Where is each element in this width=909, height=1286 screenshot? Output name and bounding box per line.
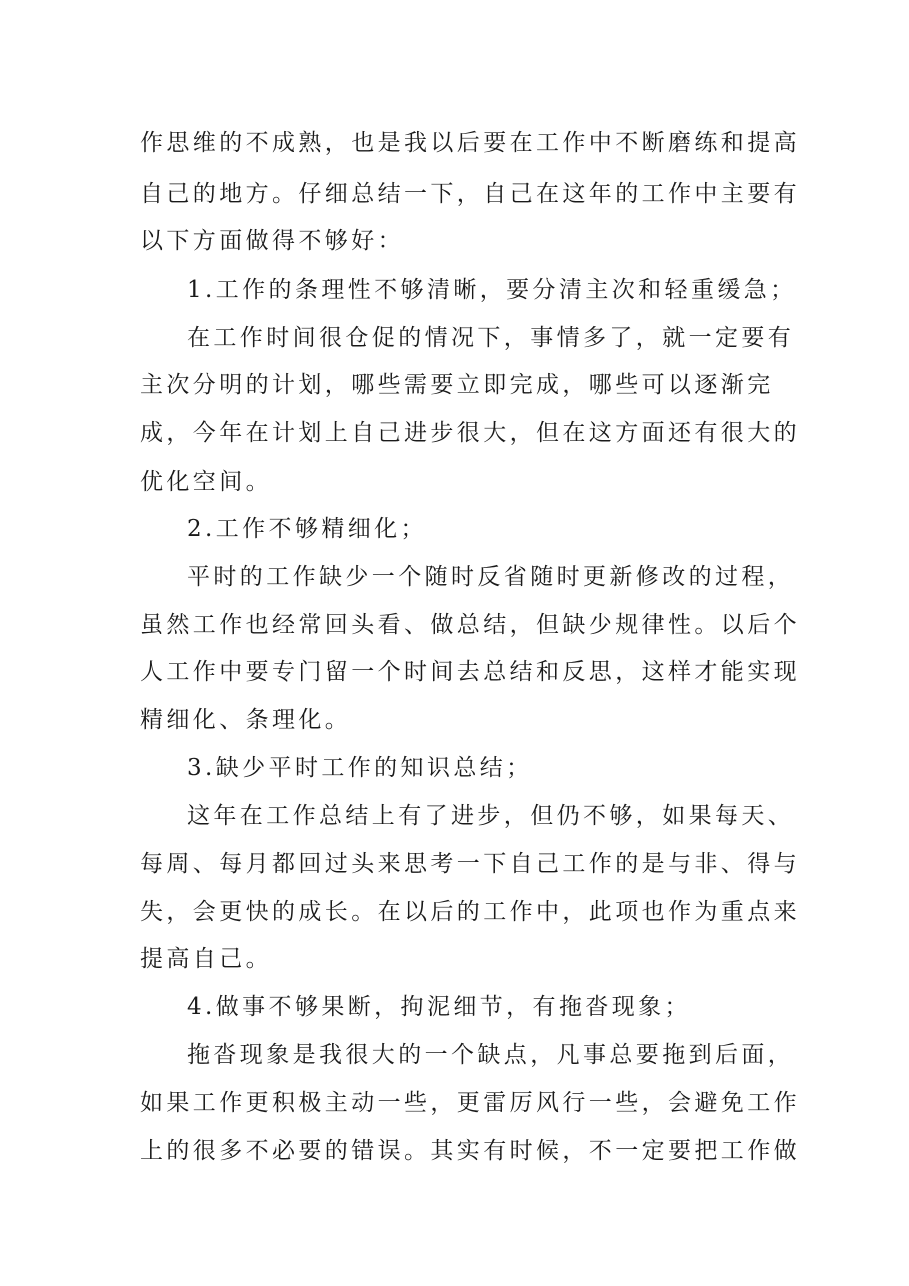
text-line: 成，今年在计划上自己进步很大，但在这方面还有很大的: [140, 420, 800, 446]
text-line: 虽然工作也经常回头看、做总结，但缺少规律性。以后个: [140, 612, 800, 638]
text-line: 拖沓现象是我很大的一个缺点，凡事总要拖到后面，: [187, 1042, 795, 1068]
text-line: 这年在工作总结上有了进步，但仍不够，如果每天、: [187, 803, 795, 829]
text-line: 如果工作更积极主动一些，更雷厉风行一些，会避免工作: [140, 1090, 800, 1116]
list-heading-1: 1.工作的条理性不够清晰，要分清主次和轻重缓急；: [187, 277, 797, 303]
list-heading-4: 4.做事不够果断，拘泥细节，有拖沓现象；: [187, 994, 691, 1020]
text-line: 人工作中要专门留一个时间去总结和反思，这样才能实现: [140, 659, 800, 685]
text-line: 提高自己。: [140, 946, 272, 972]
text-line: 精细化、条理化。: [140, 707, 352, 733]
list-heading-2: 2.工作不够精细化；: [187, 516, 427, 542]
list-heading-3: 3.缺少平时工作的知识总结；: [187, 755, 533, 781]
text-line: 优化空间。: [140, 469, 272, 495]
text-line: 在工作时间很仓促的情况下，事情多了，就一定要有: [187, 325, 795, 351]
text-line: 作思维的不成熟，也是我以后要在工作中不断磨练和提高: [140, 130, 800, 156]
text-line: 以下方面做得不够好：: [140, 228, 404, 254]
text-line: 平时的工作缺少一个随时反省随时更新修改的过程，: [187, 564, 795, 590]
text-line: 失，会更快的成长。在以后的工作中，此项也作为重点来: [140, 899, 800, 925]
text-line: 每周、每月都回过头来思考一下自己工作的是与非、得与: [140, 851, 800, 877]
text-line: 上的很多不必要的错误。其实有时候，不一定要把工作做: [140, 1138, 800, 1164]
text-line: 主次分明的计划，哪些需要立即完成，哪些可以逐渐完: [140, 372, 774, 398]
text-line: 自己的地方。仔细总结一下，自己在这年的工作中主要有: [140, 181, 800, 207]
